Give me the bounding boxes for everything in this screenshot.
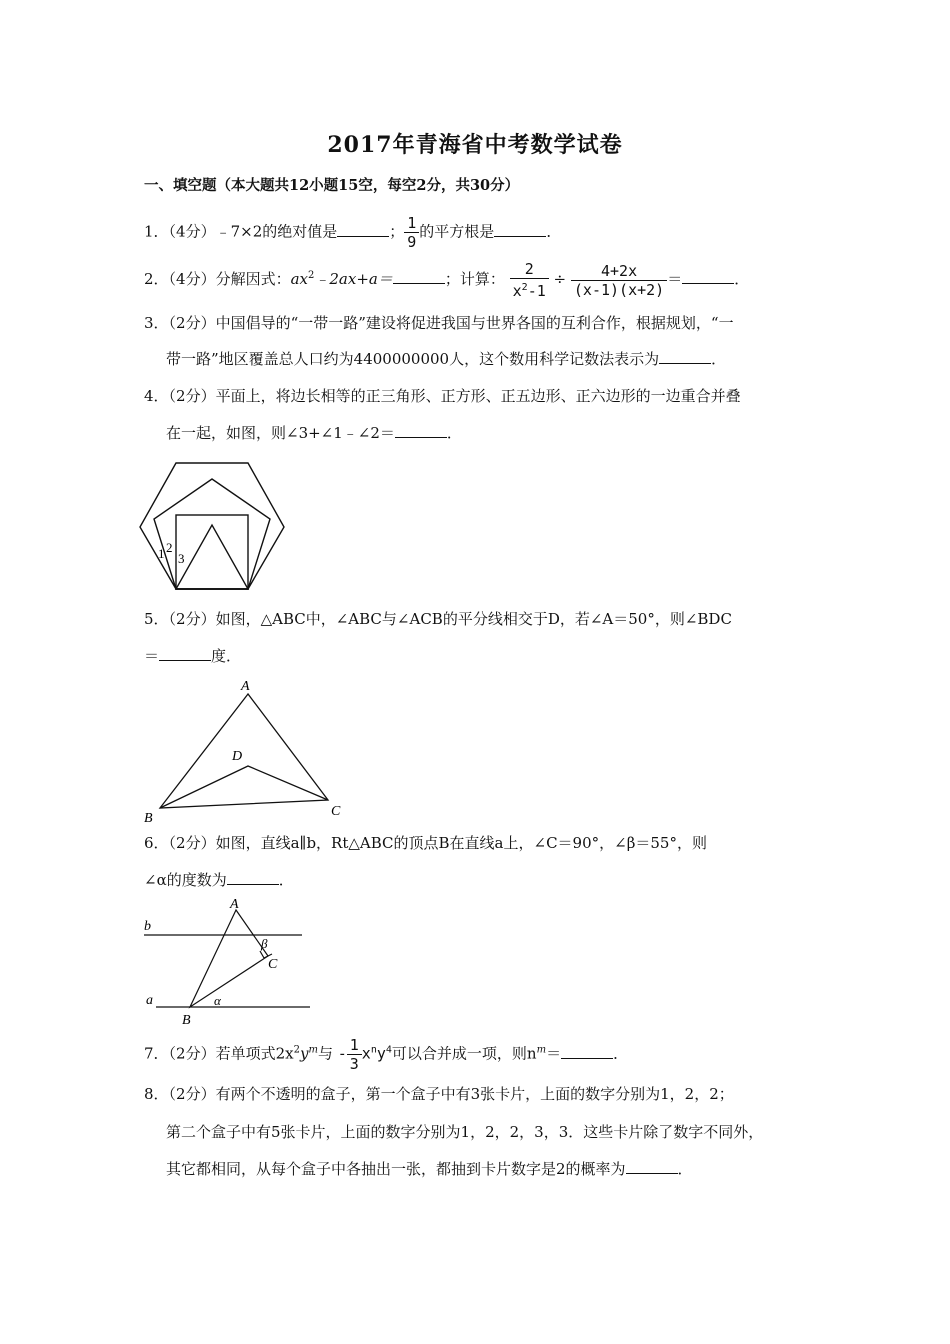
question-3-line-2: 带一路”地区覆盖总人口约为4400000000人，这个数用科学记数法表示为 ．	[166, 350, 727, 368]
triangle-bisector-figure	[138, 672, 358, 827]
parallel-lines-figure	[138, 894, 318, 1029]
question-7: 7．（2分）若单项式$2x^2y^m$与 - $\frac{1}{3}$ $x^ny^4$可以合并成一项，则$n^m=$ ．	[144, 1036, 629, 1073]
fraction: $\frac{1}{3}$	[347, 1036, 362, 1073]
answer-blank	[626, 1159, 678, 1174]
angle-label-alpha: α	[214, 993, 221, 1008]
polygon-figure	[138, 455, 298, 595]
answer-blank	[227, 870, 279, 885]
line-label-a: a	[146, 993, 153, 1008]
angle-label-1: 1	[158, 546, 165, 561]
answer-blank	[659, 349, 711, 364]
answer-blank	[682, 269, 734, 284]
answer-blank	[393, 269, 445, 284]
question-6-line-1: 6．（2分）如图，直线a∥b，Rt△ABC的顶点B在直线a上，∠C＝90°，∠β＝55°，则	[144, 834, 707, 852]
fraction: $\frac{4+2x}{(x-1)(x+2)}$	[571, 262, 667, 299]
section-heading: 一、填空题（本大题共12小题15空，每空2分，共30分）	[144, 177, 520, 194]
question-2: 2．（4分）分解因式：$ax^2﹣2ax+a=$ ；计算： $\frac{2}{x^2-1}$ ÷ $\frac{4+2x}{(x-1)(x+2)}$ ＝ ．	[144, 260, 750, 300]
page-title: 2017年青海省中考数学试卷	[327, 132, 623, 158]
answer-blank	[337, 222, 389, 237]
angle-label-3: 3	[178, 551, 185, 566]
pentagon	[154, 479, 270, 589]
answer-blank	[561, 1044, 613, 1059]
question-5-line-2: ＝ 度．	[144, 647, 242, 665]
vertex-label-a: A	[241, 679, 250, 694]
question-8-line-1: 8．（2分）有两个不透明的盒子，第一个盒子中有3张卡片，上面的数字分别为1，2，2；	[144, 1085, 734, 1103]
question-5-line-1: 5．（2分）如图，△ABC中，∠ABC与∠ACB的平分线相交于D，若∠A＝50°，则∠BDC	[144, 610, 732, 628]
question-8-line-3: 其它都相同，从每个盒子中各抽出一张，都抽到卡片数字是2的概率为 ．	[166, 1160, 693, 1178]
angle-label-beta: β	[261, 936, 268, 951]
line-label-b: b	[144, 919, 151, 934]
triangle	[176, 525, 248, 589]
angle-label-2: 2	[166, 540, 173, 555]
fraction: $\frac{2}{x^2-1}$	[510, 260, 549, 300]
vertex-label-b: B	[144, 811, 153, 826]
vertex-label-b: B	[182, 1013, 191, 1028]
question-8-line-2: 第二个盒子中有5张卡片，上面的数字分别为1，2，2，3，3．这些卡片除了数字不同外，	[166, 1123, 764, 1141]
vertex-label-d: D	[232, 749, 243, 764]
question-4-line-1: 4．（2分）平面上，将边长相等的正三角形、正方形、正五边形、正六边形的一边重合并叠	[144, 387, 741, 405]
question-1: 1．（4分）﹣7×2的绝对值是 ； $\frac{1}{9}$ 的平方根是 ．	[144, 214, 562, 251]
vertex-label-a: A	[230, 897, 239, 912]
vertex-label-c: C	[331, 804, 341, 819]
fraction: $\frac{1}{9}$	[404, 214, 419, 251]
question-6-line-2: ∠α的度数为 ．	[144, 871, 294, 889]
answer-blank	[494, 222, 546, 237]
vertex-label-c: C	[268, 957, 278, 972]
right-triangle	[190, 910, 268, 1007]
question-3-line-1: 3．（2分）中国倡导的“一带一路”建设将促进我国与世界各国的互利合作，根据规划，“一	[144, 314, 734, 332]
question-4-line-2: 在一起，如图，则∠3+∠1﹣∠2＝ ．	[166, 424, 462, 442]
answer-blank	[159, 646, 211, 661]
answer-blank	[395, 423, 447, 438]
